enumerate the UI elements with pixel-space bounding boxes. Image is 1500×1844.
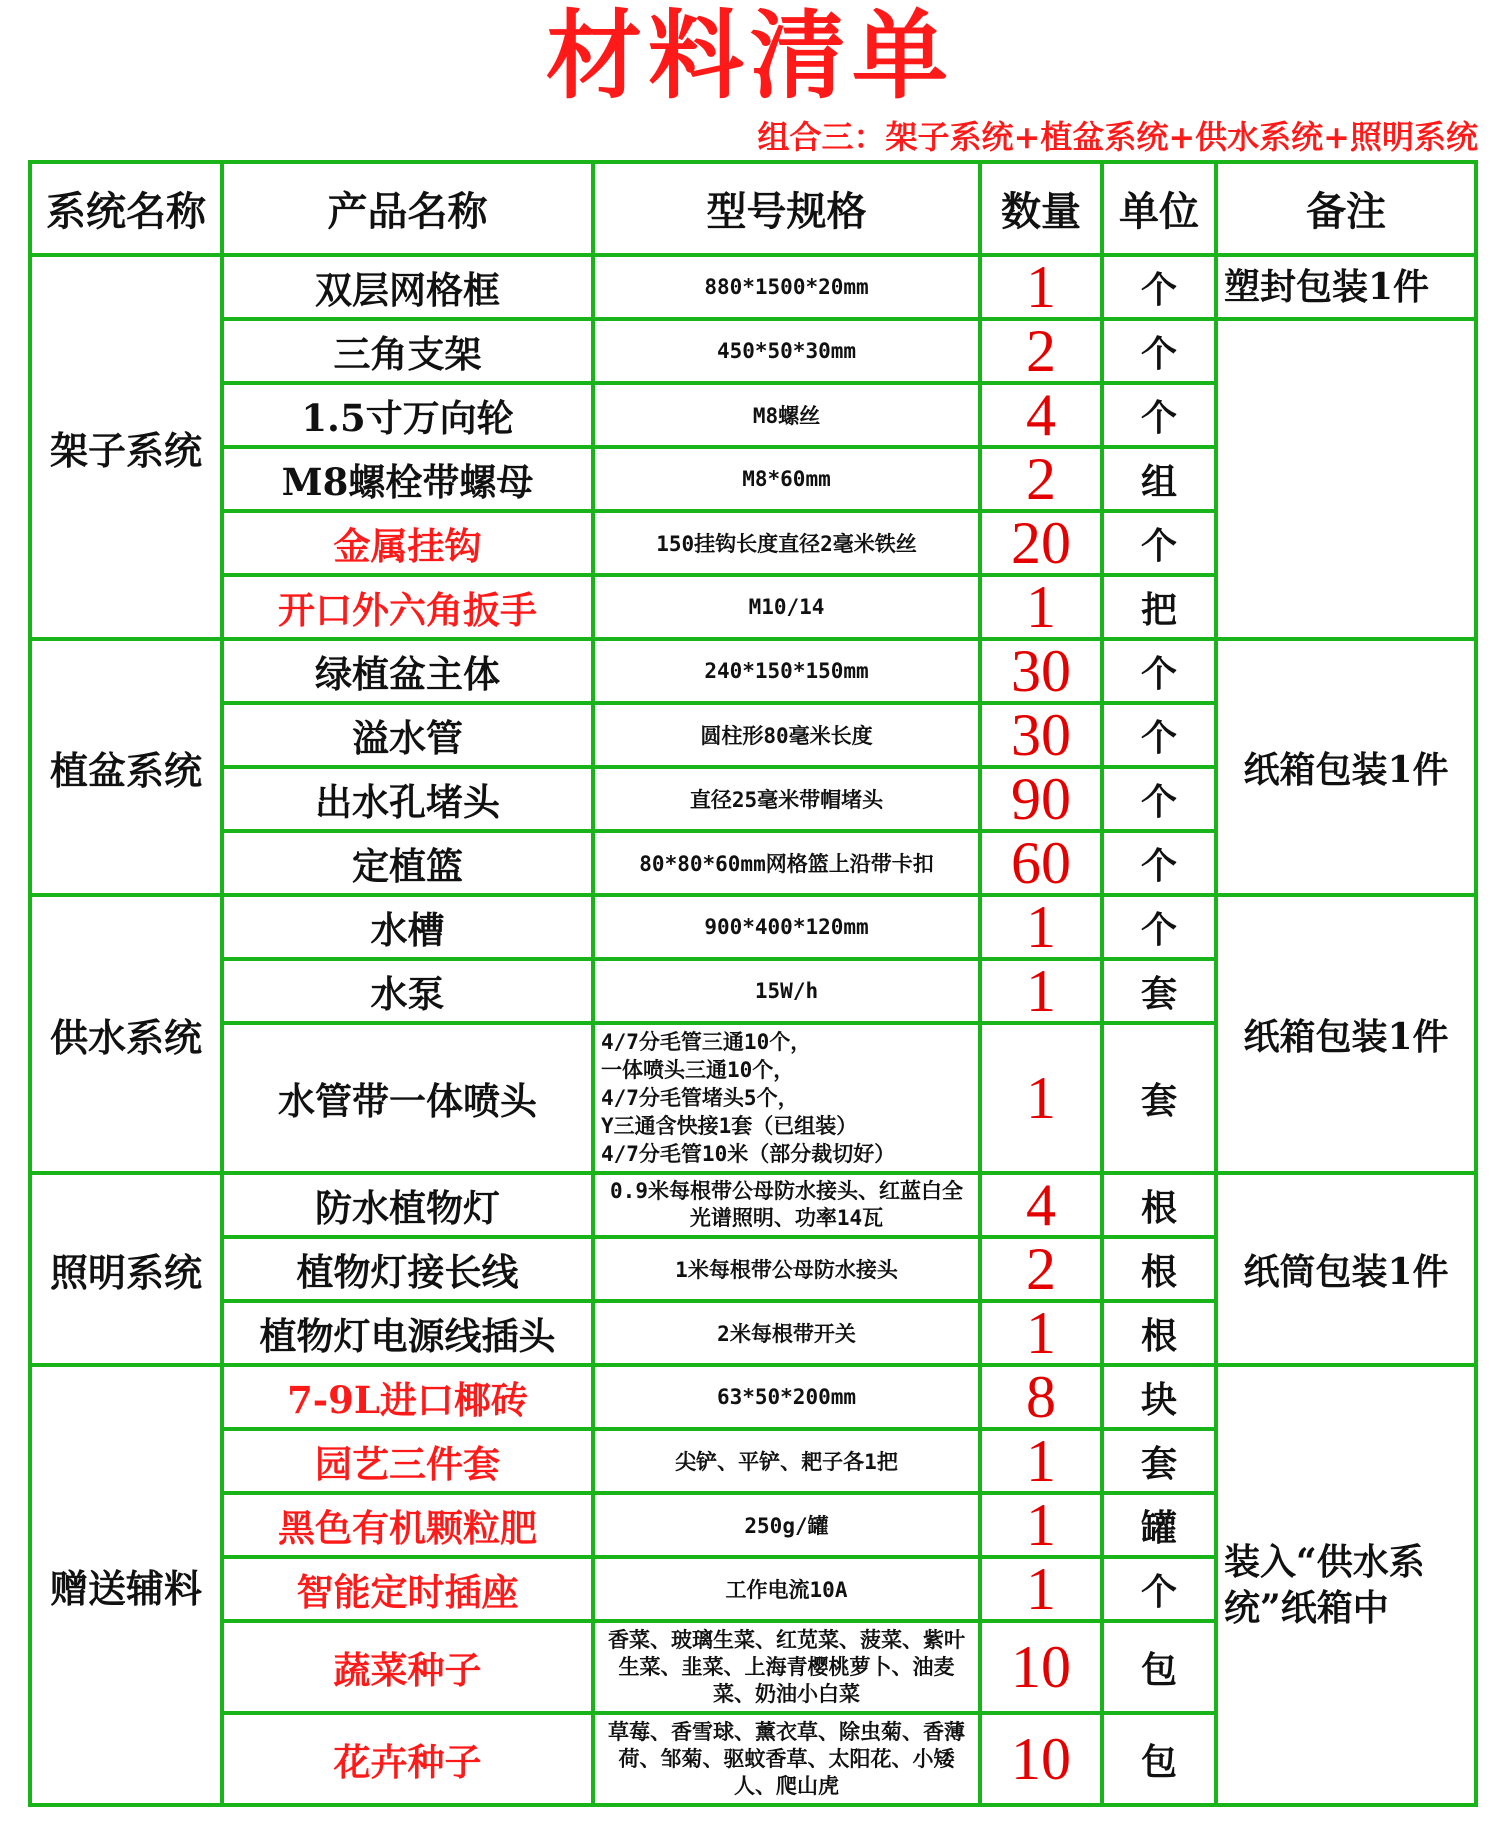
product-name: 三角支架 — [222, 319, 593, 383]
quantity: 2 — [980, 319, 1102, 383]
quantity: 1 — [980, 1557, 1102, 1621]
quantity: 4 — [980, 1173, 1102, 1237]
note: 装入“供水系统”纸箱中 — [1216, 1365, 1476, 1805]
page-title: 材料清单 — [546, 0, 954, 112]
quantity: 2 — [980, 447, 1102, 511]
product-name: M8螺栓带螺母 — [222, 447, 593, 511]
spec — [593, 1023, 980, 1173]
unit: 个 — [1102, 383, 1216, 447]
system-name: 供水系统 — [30, 895, 222, 1173]
quantity: 60 — [980, 831, 1102, 895]
product-name: 绿植盆主体 — [222, 639, 593, 703]
unit: 个 — [1102, 511, 1216, 575]
note: 纸箱包装1件 — [1216, 639, 1476, 895]
unit: 个 — [1102, 831, 1216, 895]
header-spec: 型号规格 — [593, 162, 980, 255]
spec-line: Y三通含快接1套（已组装） — [601, 1114, 858, 1138]
product-name: 园艺三件套 — [222, 1429, 593, 1493]
unit: 个 — [1102, 639, 1216, 703]
quantity: 30 — [980, 703, 1102, 767]
spec: 香菜、玻璃生菜、红苋菜、菠菜、紫叶生菜、韭菜、上海青樱桃萝卜、油麦菜、奶油小白菜 — [593, 1621, 980, 1713]
quantity: 10 — [980, 1621, 1102, 1713]
product-name: 黑色有机颗粒肥 — [222, 1493, 593, 1557]
quantity: 1 — [980, 255, 1102, 319]
system-name: 照明系统 — [30, 1173, 222, 1365]
quantity: 90 — [980, 767, 1102, 831]
unit: 个 — [1102, 767, 1216, 831]
quantity: 2 — [980, 1237, 1102, 1301]
quantity: 10 — [980, 1713, 1102, 1805]
unit: 根 — [1102, 1173, 1216, 1237]
system-name: 植盆系统 — [30, 639, 222, 895]
unit: 个 — [1102, 703, 1216, 767]
unit: 个 — [1102, 319, 1216, 383]
spec: 0.9米每根带公母防水接头、红蓝白全光谱照明、功率14瓦 — [593, 1173, 980, 1237]
spec: M8*60mm — [593, 447, 980, 511]
spec: M10/14 — [593, 575, 980, 639]
unit: 块 — [1102, 1365, 1216, 1429]
header-unit: 单位 — [1102, 162, 1216, 255]
product-name: 7-9L进口椰砖 — [222, 1365, 593, 1429]
note: 纸筒包装1件 — [1216, 1173, 1476, 1365]
unit: 根 — [1102, 1301, 1216, 1365]
unit: 包 — [1102, 1713, 1216, 1805]
product-name: 开口外六角扳手 — [222, 575, 593, 639]
header-row — [30, 162, 1476, 255]
spec: 880*1500*20mm — [593, 255, 980, 319]
unit: 把 — [1102, 575, 1216, 639]
system-name: 架子系统 — [30, 255, 222, 639]
table-row — [30, 319, 1476, 383]
spec: 250g/罐 — [593, 1493, 980, 1557]
spec: 直径25毫米带帽堵头 — [593, 767, 980, 831]
product-name: 蔬菜种子 — [222, 1621, 593, 1713]
product-name: 水泵 — [222, 959, 593, 1023]
unit: 组 — [1102, 447, 1216, 511]
product-name: 防水植物灯 — [222, 1173, 593, 1237]
product-name: 1.5寸万向轮 — [222, 383, 593, 447]
note-empty — [1216, 319, 1476, 639]
spec: 圆柱形80毫米长度 — [593, 703, 980, 767]
spec: 240*150*150mm — [593, 639, 980, 703]
spec: 2米每根带开关 — [593, 1301, 980, 1365]
table-row — [30, 895, 1476, 959]
header-system: 系统名称 — [30, 162, 222, 255]
spec-line: 4/7分毛管三通10个， — [601, 1030, 812, 1054]
product-name: 定植篮 — [222, 831, 593, 895]
quantity: 1 — [980, 895, 1102, 959]
spec: 工作电流10A — [593, 1557, 980, 1621]
quantity: 1 — [980, 1493, 1102, 1557]
materials-table — [28, 160, 1478, 1807]
product-name: 金属挂钩 — [222, 511, 593, 575]
header-product: 产品名称 — [222, 162, 593, 255]
spec: 80*80*60mm网格篮上沿带卡扣 — [593, 831, 980, 895]
spec-line: 4/7分毛管堵头5个， — [601, 1086, 799, 1110]
unit: 套 — [1102, 1429, 1216, 1493]
note: 纸箱包装1件 — [1216, 895, 1476, 1173]
quantity: 4 — [980, 383, 1102, 447]
product-name: 植物灯电源线插头 — [222, 1301, 593, 1365]
product-name: 花卉种子 — [222, 1713, 593, 1805]
quantity: 20 — [980, 511, 1102, 575]
spec: 150挂钩长度直径2毫米铁丝 — [593, 511, 980, 575]
spec: 15W/h — [593, 959, 980, 1023]
spec: M8螺丝 — [593, 383, 980, 447]
spec: 1米每根带公母防水接头 — [593, 1237, 980, 1301]
unit: 套 — [1102, 959, 1216, 1023]
spec: 450*50*30mm — [593, 319, 980, 383]
product-name: 水槽 — [222, 895, 593, 959]
spec-line: 4/7分毛管10米（部分裁切好） — [601, 1142, 896, 1166]
quantity: 1 — [980, 1429, 1102, 1493]
spec: 尖铲、平铲、耙子各1把 — [593, 1429, 980, 1493]
spec: 63*50*200mm — [593, 1365, 980, 1429]
system-name: 赠送辅料 — [30, 1365, 222, 1805]
table-row — [30, 1365, 1476, 1429]
unit: 根 — [1102, 1237, 1216, 1301]
unit: 个 — [1102, 1557, 1216, 1621]
unit: 罐 — [1102, 1493, 1216, 1557]
table-row — [30, 1173, 1476, 1237]
spec: 900*400*120mm — [593, 895, 980, 959]
table-row — [30, 255, 1476, 319]
product-name: 水管带一体喷头 — [222, 1023, 593, 1173]
spec-line: 一体喷头三通10个， — [601, 1058, 795, 1082]
unit: 包 — [1102, 1621, 1216, 1713]
quantity: 1 — [980, 959, 1102, 1023]
unit: 个 — [1102, 255, 1216, 319]
quantity: 1 — [980, 575, 1102, 639]
product-name: 双层网格框 — [222, 255, 593, 319]
unit: 个 — [1102, 895, 1216, 959]
product-name: 智能定时插座 — [222, 1557, 593, 1621]
note: 塑封包装1件 — [1216, 255, 1476, 319]
spec: 草莓、香雪球、薰衣草、除虫菊、香薄荷、邹菊、驱蚊香草、太阳花、小矮人、爬山虎 — [593, 1713, 980, 1805]
product-name: 植物灯接长线 — [222, 1237, 593, 1301]
header-note: 备注 — [1216, 162, 1476, 255]
combo-subtitle: 组合三：架子系统+植盆系统+供水系统+照明系统 — [757, 118, 1478, 156]
quantity: 8 — [980, 1365, 1102, 1429]
quantity: 1 — [980, 1301, 1102, 1365]
quantity: 1 — [980, 1023, 1102, 1173]
product-name: 溢水管 — [222, 703, 593, 767]
header-qty: 数量 — [980, 162, 1102, 255]
unit: 套 — [1102, 1023, 1216, 1173]
table-row — [30, 639, 1476, 703]
product-name: 出水孔堵头 — [222, 767, 593, 831]
quantity: 30 — [980, 639, 1102, 703]
